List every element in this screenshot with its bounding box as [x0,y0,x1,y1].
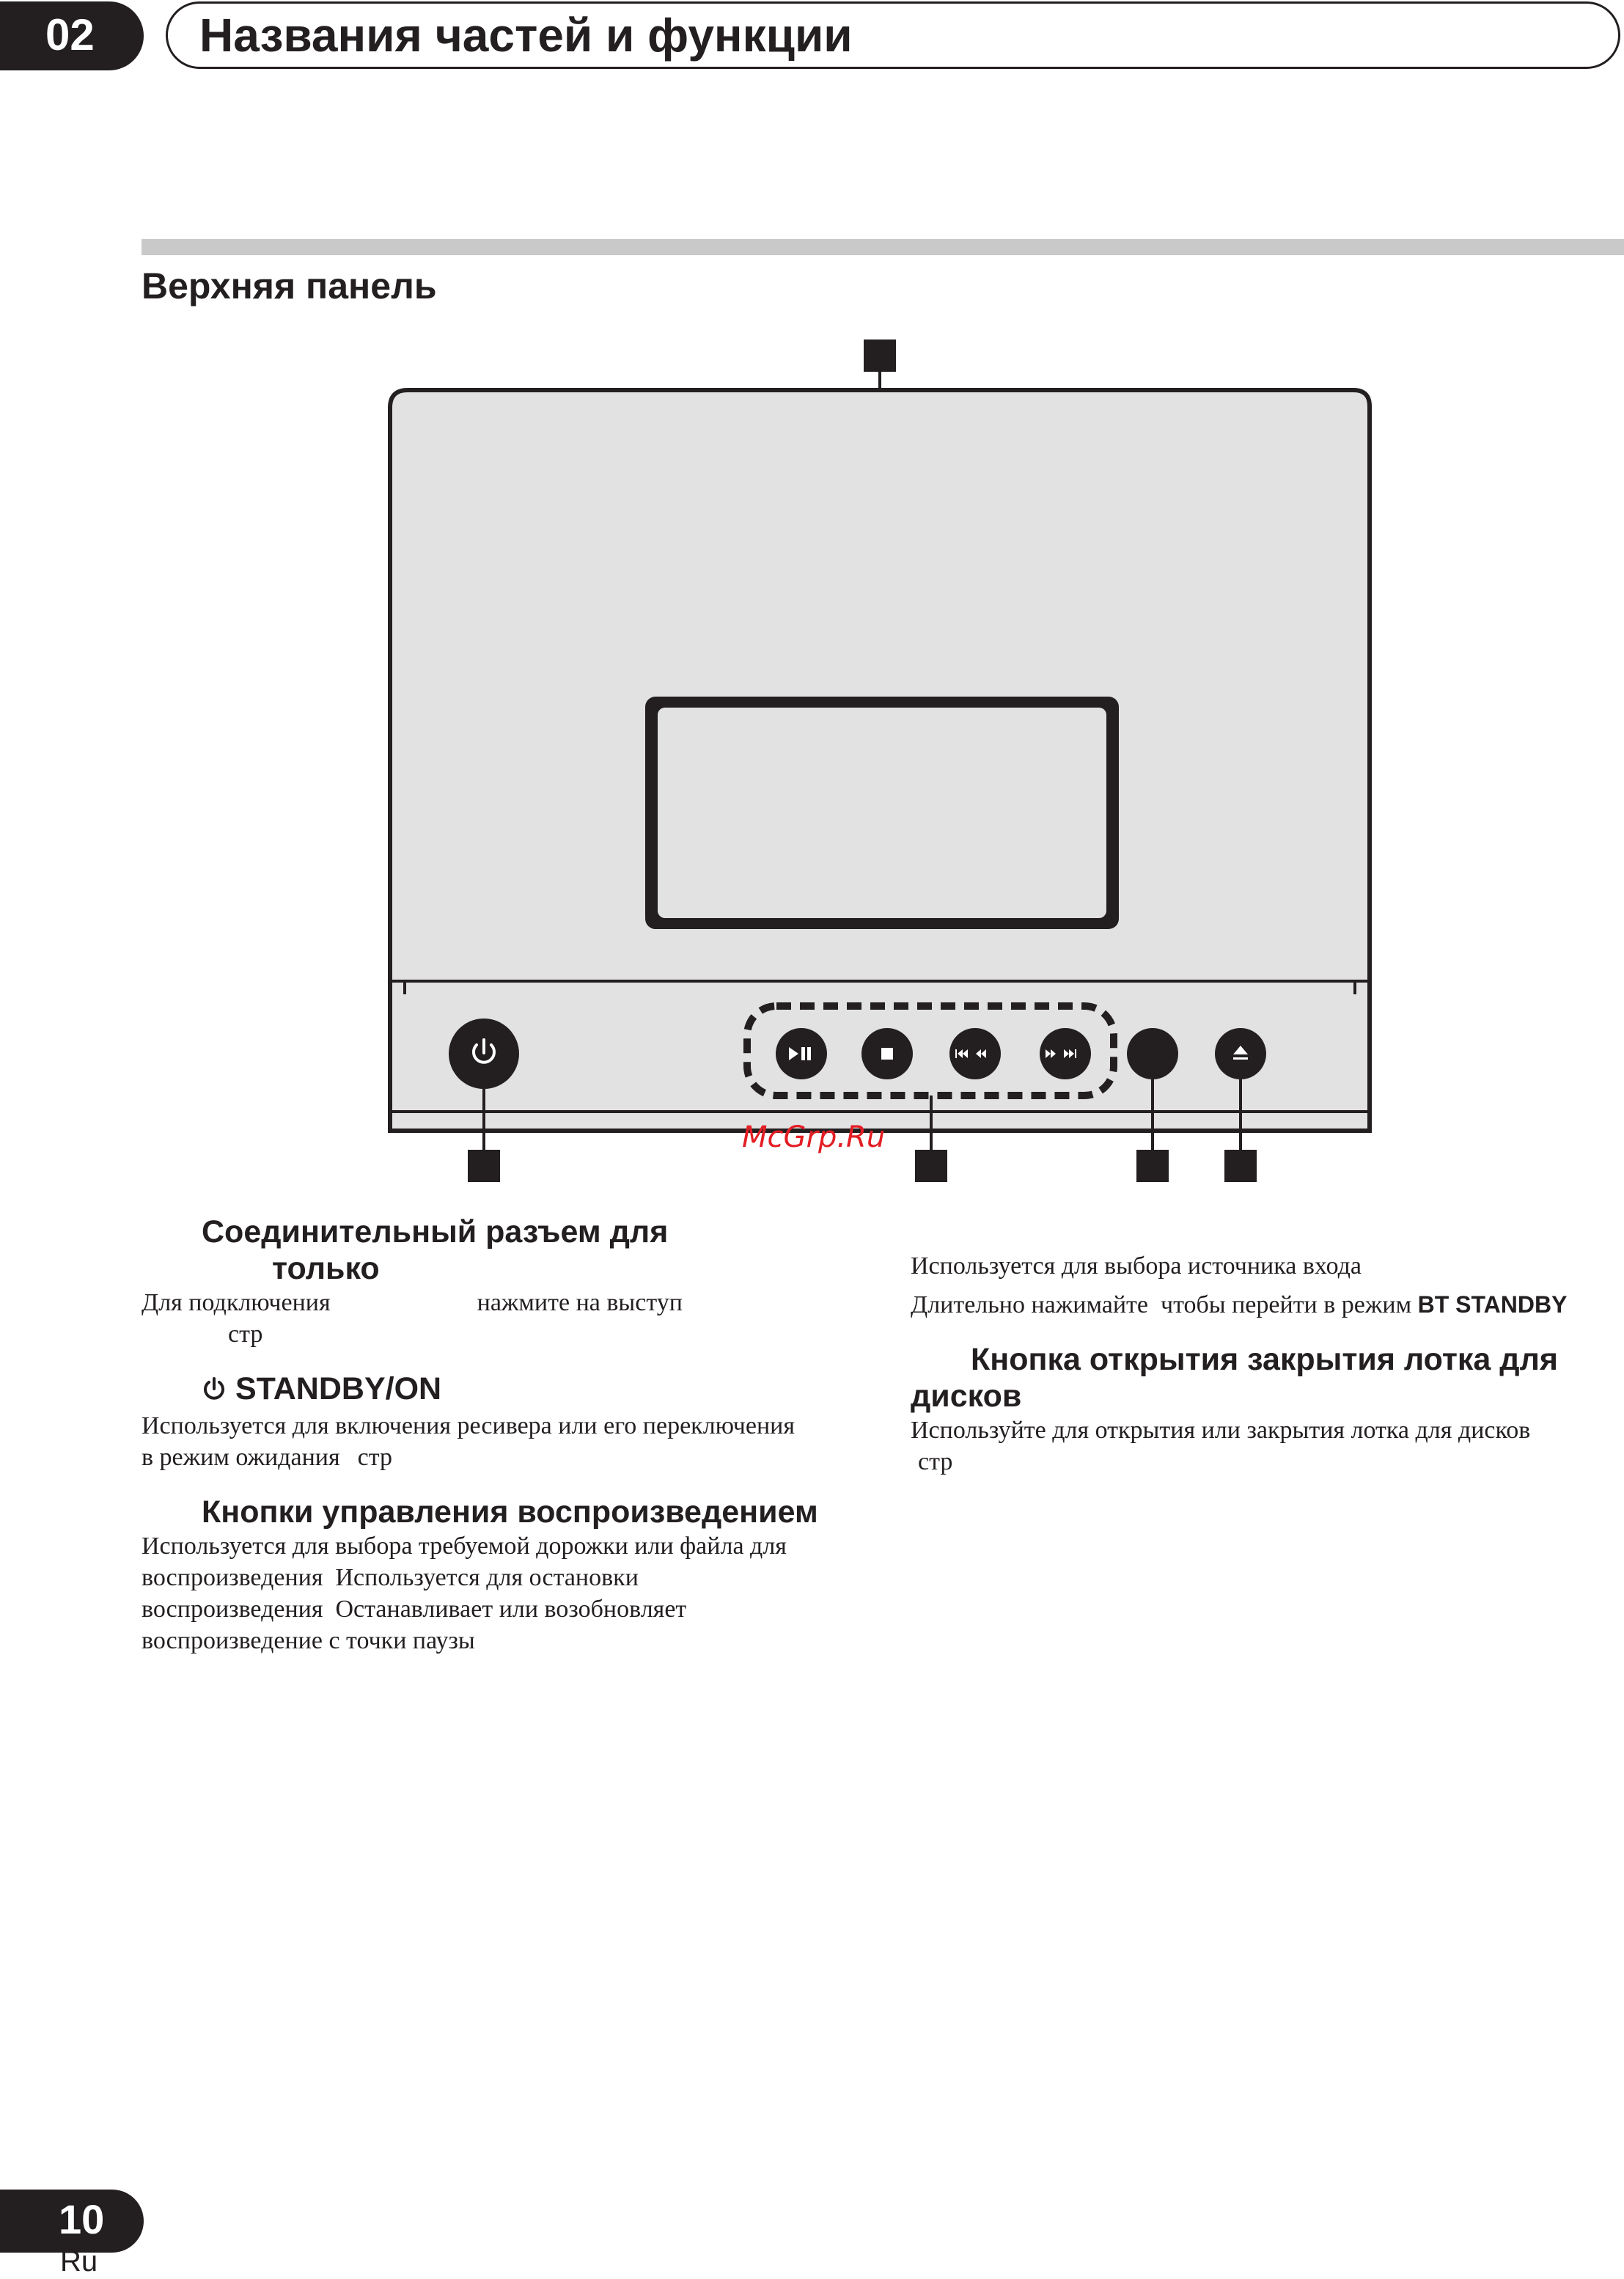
playback-text-3: воспроизведения Останавливает или возобновляет [142,1596,687,1623]
playback-text-4: воспроизведение с точки паузы [142,1627,475,1654]
callout-marker-eject [1224,1150,1257,1182]
stop-button [861,1028,913,1079]
chapter-number: 02 [45,10,95,59]
eject-text: Используйте для открытия или закрытия лотка для дисков [911,1417,1531,1444]
page-language: Ru [60,2245,98,2278]
next-button [1040,1028,1091,1079]
section-title: Верхняя панель [142,265,437,307]
power-icon [202,1373,227,1410]
input-text: Используется для выбора источника входа [911,1252,1362,1280]
dock-heading-2: только [272,1251,380,1286]
stop-icon [881,1048,893,1060]
watermark: McGrp.Ru [742,1120,886,1154]
standby-heading: STANDBY/ON [142,1370,882,1410]
power-button [449,1019,519,1089]
page-number: 10 [59,2196,105,2242]
item-input [911,1250,1622,1321]
playback-text-2: воспроизведения Используется для остановки [142,1564,639,1591]
standby-text-2: в режим ожидания стр [142,1444,392,1471]
input-text-2: Длительно нажимайте чтобы перейти в режим BT STANDBY [911,1291,1568,1318]
callout-marker-standby [468,1150,500,1182]
standby-text: Используется для включения ресивера или его переключения [142,1412,795,1439]
item-dock [142,1214,882,1350]
page-title: Названия частей и функции [199,9,853,62]
previous-button [949,1028,1001,1079]
dock-heading: Соединительный разъем для [202,1214,669,1249]
eject-heading-2: дисков [911,1379,1022,1414]
left-column [142,1214,882,1656]
eject-button [1215,1028,1266,1079]
callout-marker-input [1136,1150,1169,1182]
input-button [1127,1028,1178,1079]
play-pause-button [776,1028,827,1079]
callout-marker-dock [864,340,896,372]
item-standby [142,1370,882,1473]
right-column [911,1250,1622,1478]
item-eject [911,1341,1622,1478]
dock-text-ref: стр [228,1321,263,1348]
eject-text-ref: стр [918,1448,953,1475]
dock-text: Для подключения нажмите на выступ [142,1289,683,1316]
playback-text-1: Используется для выбора требуемой дорожки или файла для [142,1533,787,1560]
callout-marker-playback [915,1150,947,1182]
playback-heading: Кнопки управления воспроизведением [202,1494,818,1530]
eject-heading: Кнопка открытия закрытия лотка для [971,1342,1558,1377]
item-playback [142,1494,882,1656]
